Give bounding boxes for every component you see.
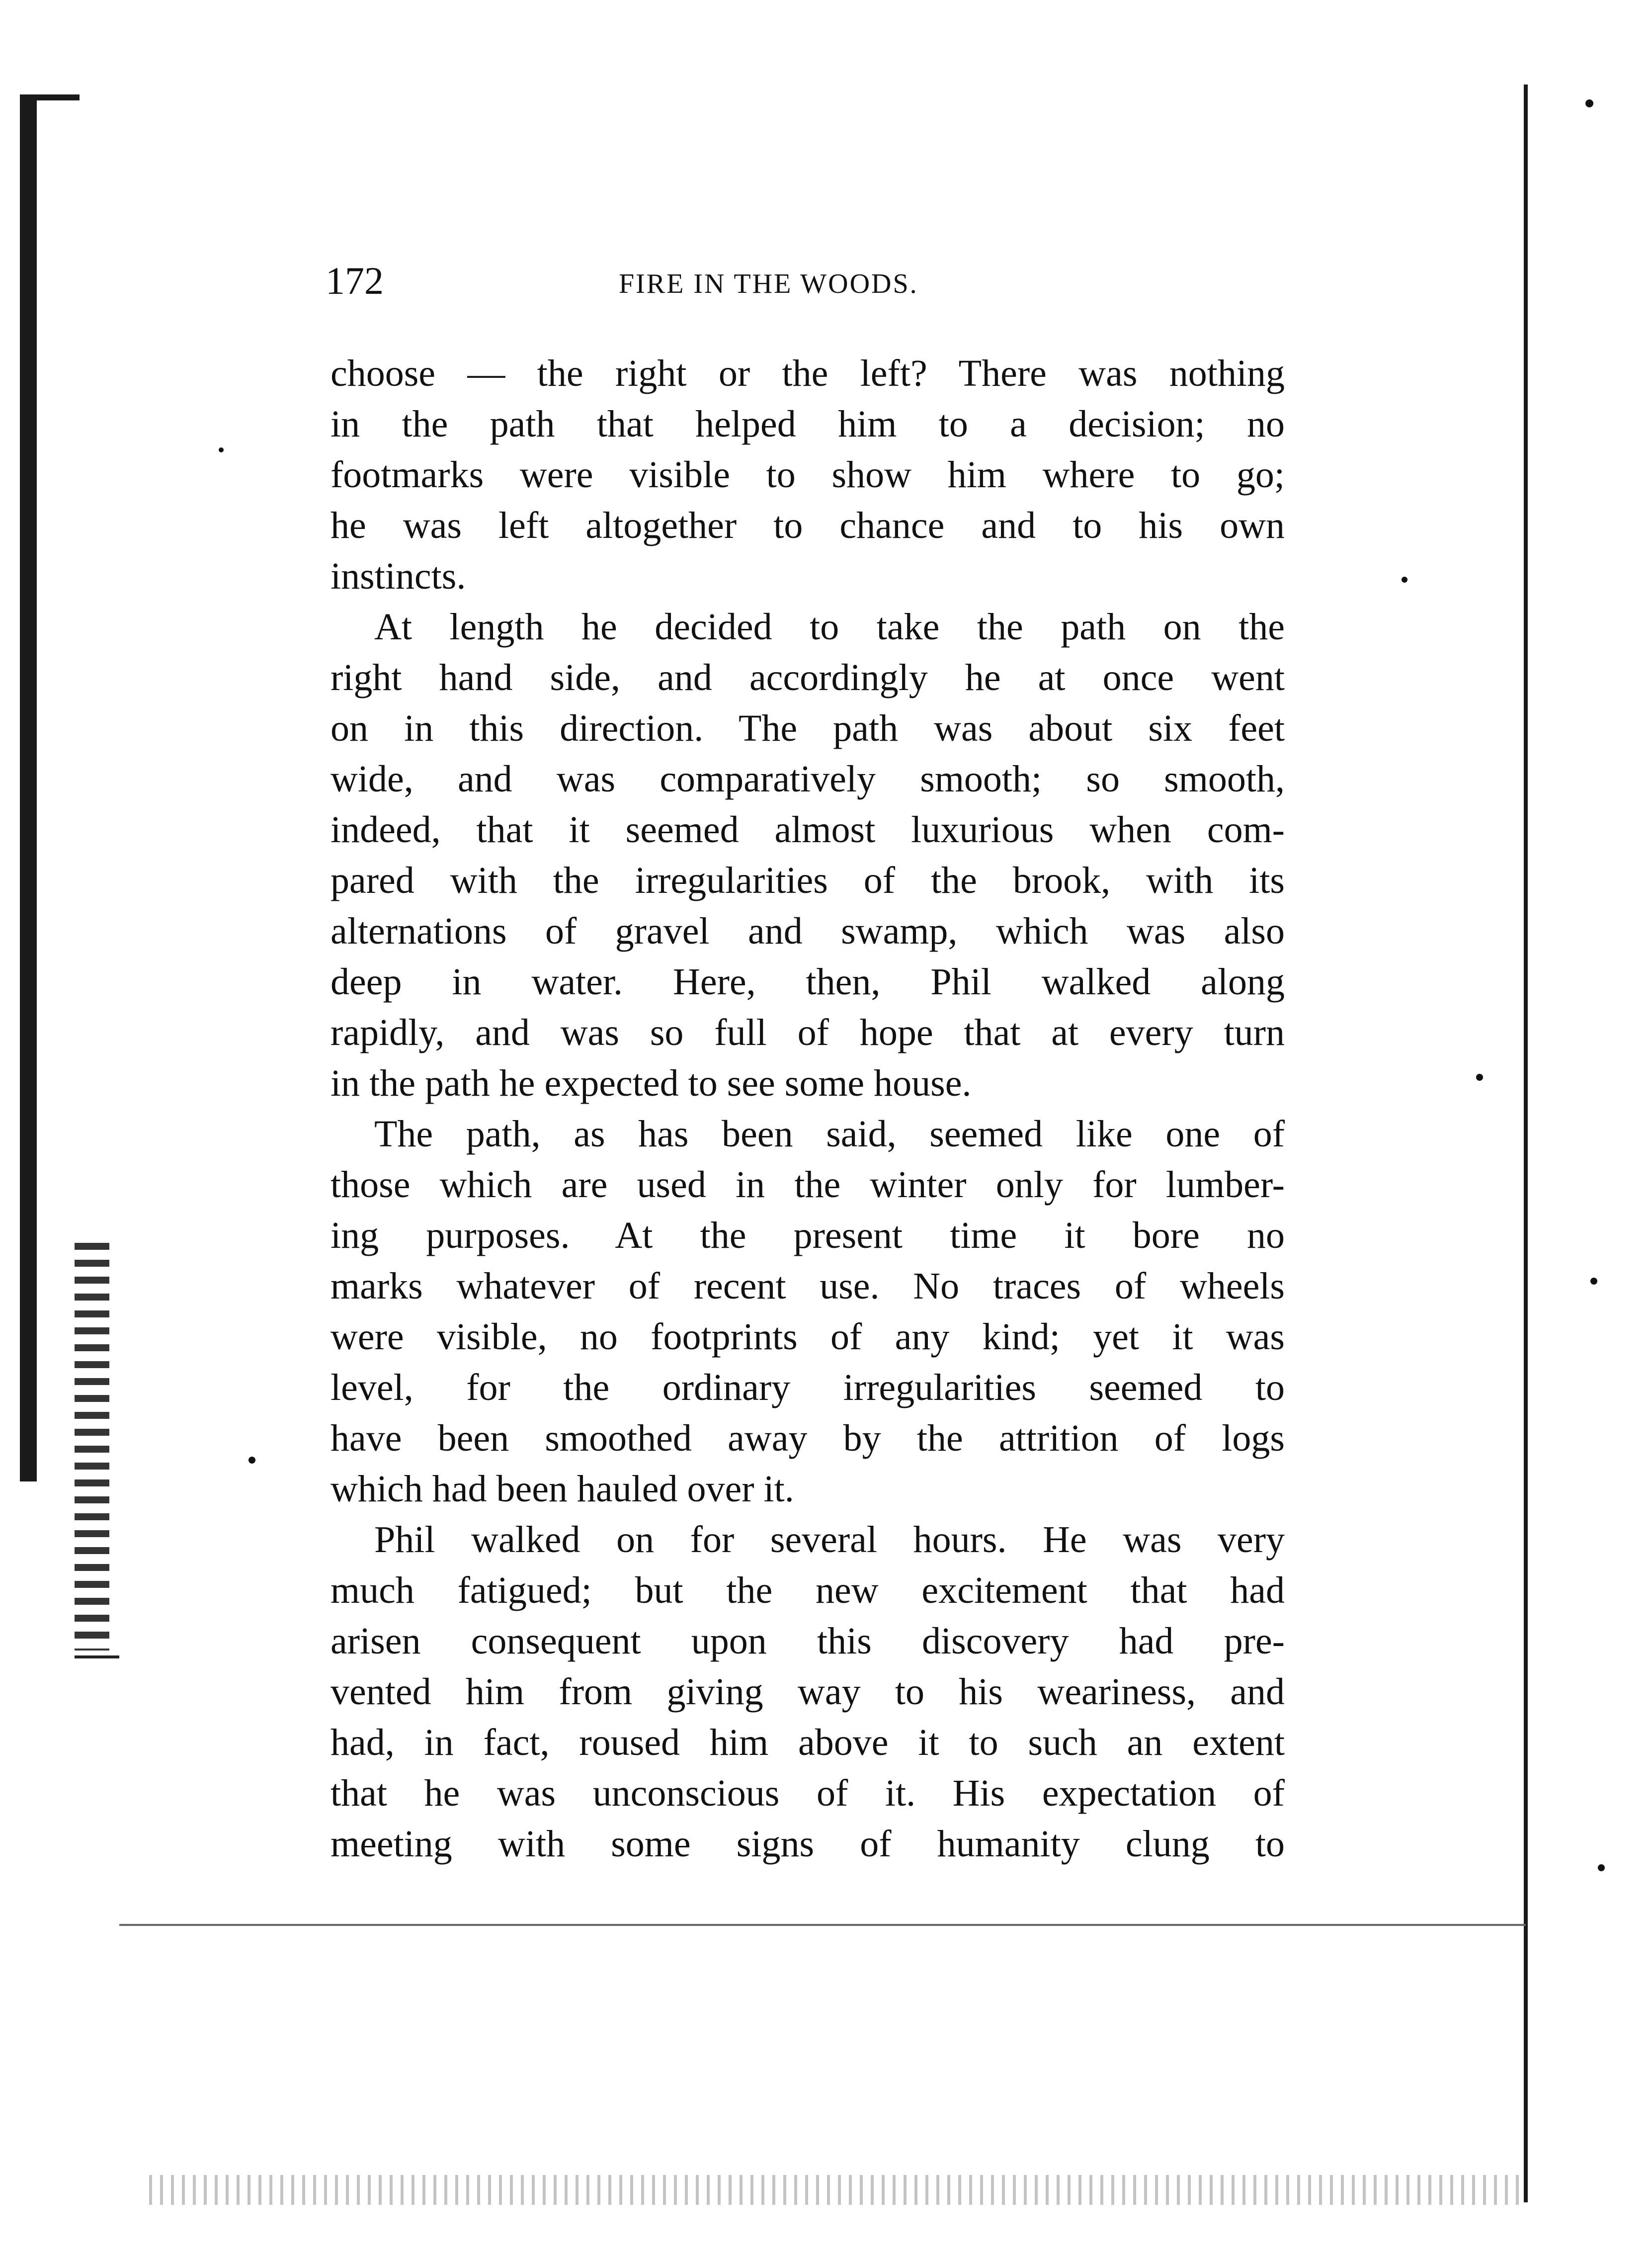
text-line: indeed, that it seemed almost luxurious when com- <box>330 809 1285 851</box>
scan-noise <box>149 2175 1521 2205</box>
binding-edge-cap <box>20 94 80 100</box>
text-line: that he was unconscious of it. His expectation of <box>330 1772 1285 1814</box>
scan-speck <box>219 447 224 452</box>
scan-speck <box>1598 1864 1605 1871</box>
text-line: pared with the irregularities of the brook, with its <box>330 860 1285 901</box>
text-line: ing purposes. At the present time it bore no <box>330 1215 1285 1256</box>
text-line: rapidly, and was so full of hope that at every turn <box>330 1012 1285 1053</box>
text-line: in the path he expected to see some house. <box>330 1062 972 1104</box>
scan-speck <box>1402 577 1407 583</box>
text-line: alternations of gravel and swamp, which was also <box>330 910 1285 952</box>
text-line: Phil walked on for several hours. He was very <box>374 1519 1285 1561</box>
running-head: FIRE IN THE WOODS. <box>619 268 918 299</box>
binding-edge-shadow <box>20 94 37 1481</box>
text-line: were visible, no footprints of any kind; yet it was <box>330 1316 1285 1358</box>
scan-speck <box>1585 99 1593 107</box>
text-line: in the path that helped him to a decision; no <box>330 403 1285 445</box>
text-line: choose — the right or the left? There was nothing <box>330 352 1285 394</box>
text-line: level, for the ordinary irregularities seemed to <box>330 1367 1285 1408</box>
text-line: wide, and was comparatively smooth; so smooth, <box>330 758 1285 800</box>
text-line: instincts. <box>330 555 466 597</box>
text-line: The path, as has been said, seemed like one of <box>374 1113 1285 1155</box>
text-line: which had been hauled over it. <box>330 1468 794 1510</box>
scan-speck <box>1590 1278 1597 1285</box>
page-number: 172 <box>326 259 384 302</box>
text-line: meeting with some signs of humanity clung to <box>330 1823 1285 1865</box>
text-line: footmarks were visible to show him where to go; <box>330 454 1285 496</box>
text-line: At length he decided to take the path on the <box>374 606 1285 648</box>
scan-margin-mark <box>75 1655 119 1658</box>
text-line: deep in water. Here, then, Phil walked along <box>330 961 1285 1003</box>
page-right-edge <box>1524 85 1528 2202</box>
text-line: on in this direction. The path was about six feet <box>330 707 1285 749</box>
text-line: those which are used in the winter only for lumber- <box>330 1164 1285 1206</box>
text-line: have been smoothed away by the attrition of logs <box>330 1417 1285 1459</box>
page-header <box>326 259 1295 303</box>
text-line: vented him from giving way to his weariness, and <box>330 1671 1285 1713</box>
text-line: right hand side, and accordingly he at once went <box>330 657 1285 698</box>
body-text <box>330 348 1285 1869</box>
scan-speck <box>1476 1074 1483 1081</box>
text-line: he was left altogether to chance and to his own <box>330 505 1285 546</box>
text-line: much fatigued; but the new excitement that had <box>330 1569 1285 1611</box>
scan-margin-marks <box>75 1243 109 1651</box>
scan-speck <box>248 1457 255 1464</box>
page-bottom-edge <box>119 1924 1526 1926</box>
text-line: arisen consequent upon this discovery had pre- <box>330 1620 1285 1662</box>
text-line: marks whatever of recent use. No traces of wheels <box>330 1265 1285 1307</box>
text-line: had, in fact, roused him above it to such an extent <box>330 1722 1285 1763</box>
